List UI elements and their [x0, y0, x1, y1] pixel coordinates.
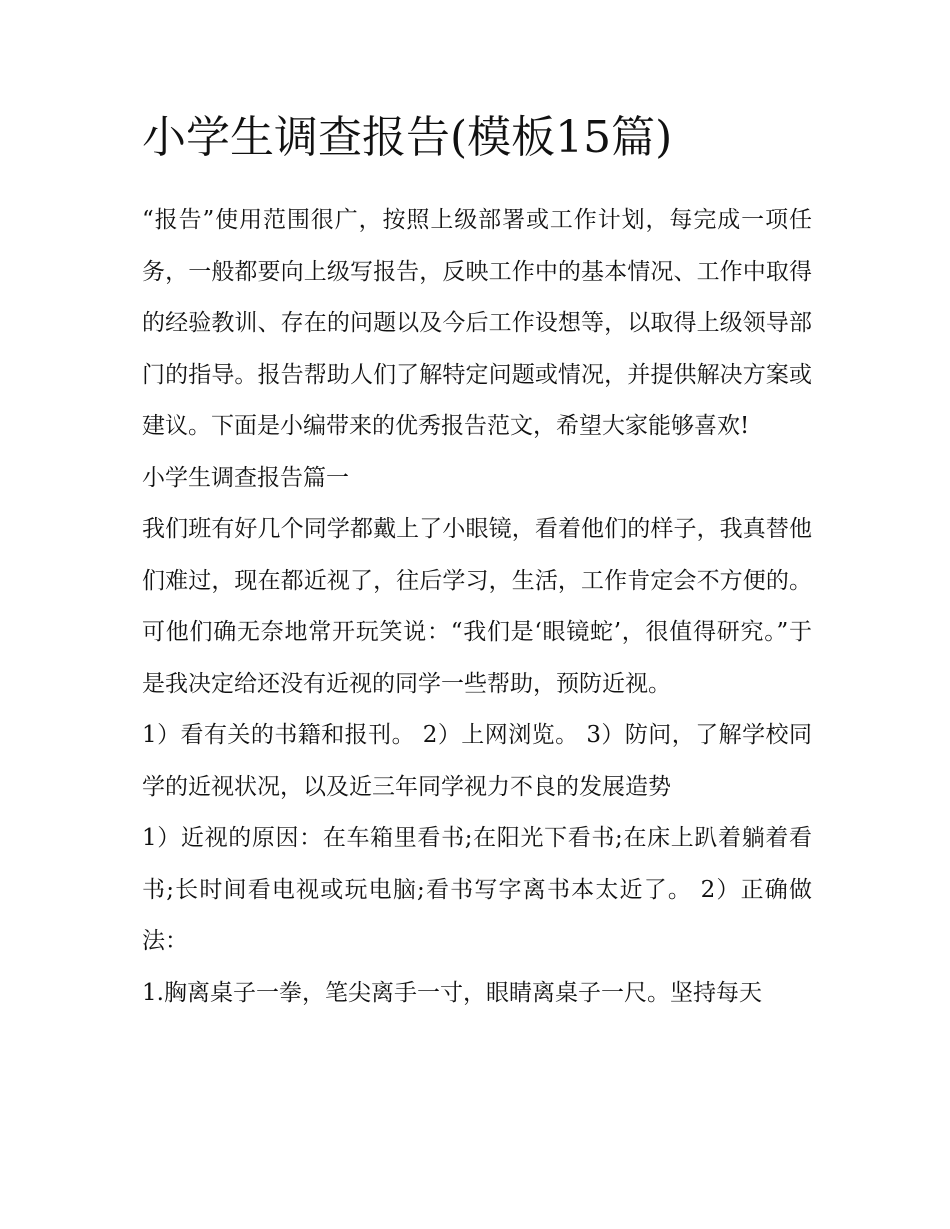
list-item-paragraph: 1.胸离桌子一拳，笔尖离手一寸，眼睛离桌子一尺。坚持每天: [142, 979, 762, 1006]
intro-paragraph: “报告”使用范围很广，按照上级部署或工作计划，每完成一项任务，一般都要向上级写报告，反映工作中的基本情况、工作中取得的经验教训、存在的问题以及今后工作设想等，以取得上级领导部门的指导。报告帮助人们了解特定问题或情况，并提供解决方案或建议。下面是小编带来的优秀报告范文，希望大家能够喜欢!: [142, 207, 812, 439]
section-heading: 小学生调查报告篇一: [142, 464, 349, 491]
methods-paragraph: 1）看有关的书籍和报刊。 2）上网浏览。 3）防问，了解学校同学的近视状况，以及近三年同学视力不良的发展造势: [142, 722, 812, 800]
findings-paragraph: 1）近视的原因：在车箱里看书;在阳光下看书;在床上趴着躺着看书;长时间看电视或玩电脑;看书写字离书本太近了。 2）正确做法：: [142, 825, 812, 954]
document-title: 小学生调查报告(模板15篇): [142, 112, 673, 163]
body-paragraph: 我们班有好几个同学都戴上了小眼镜，看着他们的样子，我真替他们难过，现在都近视了，往后学习，生活，工作肯定会不方便的。可他们确无奈地常开玩笑说：“我们是‘眼镜蛇’，很值得研究。”于是我决定给还没有近视的同学一些帮助，预防近视。: [142, 516, 812, 697]
document-body: [142, 195, 812, 1019]
